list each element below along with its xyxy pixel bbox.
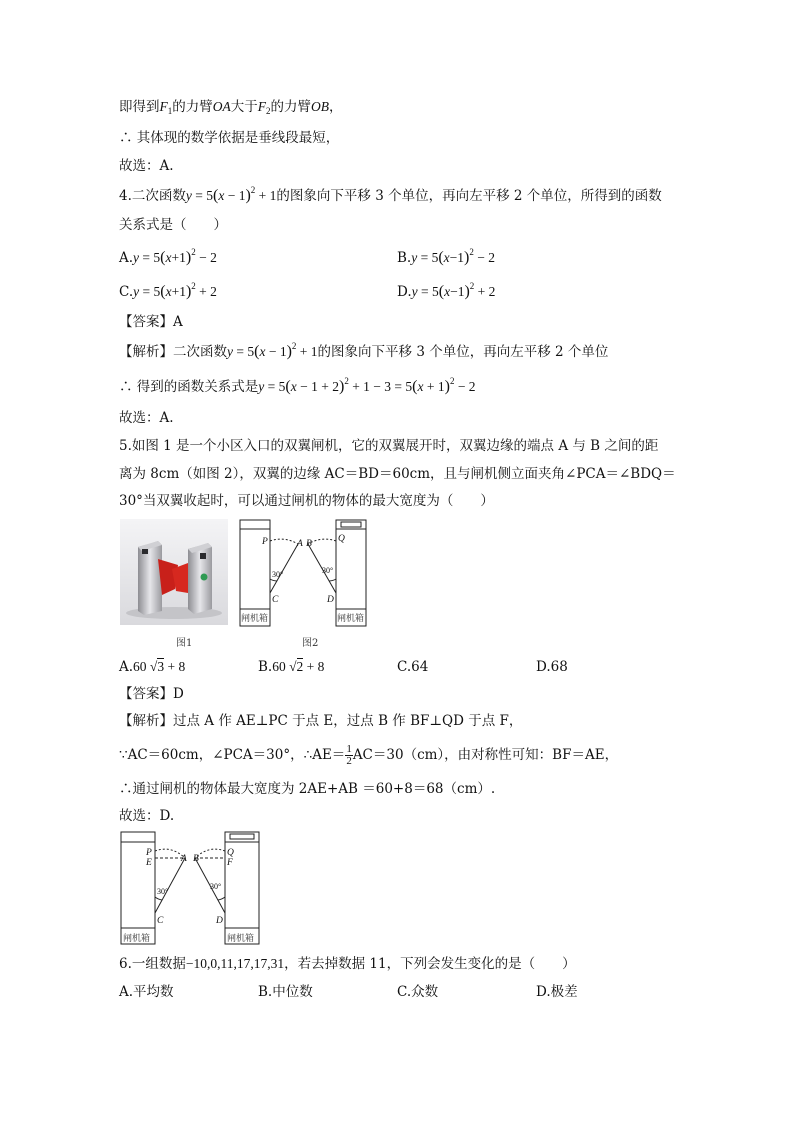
q4-option-c[interactable]: $C.y = 5(x+1)^2 + 2$ [119,281,217,300]
q4-option-b[interactable]: $B.y = 5(x-1)^2 - 2$ [397,247,495,266]
q6-option-d[interactable]: D.极差 [536,984,578,1000]
q4-conclusion: 故选：A. [119,410,174,426]
carry-line-1: 即得到$F_1$的力臂OA大于$F_2$的力臂OB， [119,99,343,116]
carry-conclusion: 故选：A. [119,158,174,174]
box-label-left: 闸机箱 [241,613,269,623]
q5-answer: 【答案】D [119,686,184,702]
q5-analysis-2: ∵AC＝60cm，∠PCA＝30°，∴AE＝ $\frac{1}{2}$ AC＝30（cm），由对称性可知：BF＝AE， [119,743,619,767]
figure-2-caption: 图2 [302,638,319,649]
sol-point-b: B [193,854,199,864]
solution-diagram [117,831,263,945]
q5-stem-line-3: 30°当双翼收起时，可以通过闸机的物体的最大宽度为（ ） [119,493,494,509]
sol-point-f: F [227,858,233,868]
sol-point-d: D [216,916,223,926]
q5-stem-line-2: 离为 8cm（如图 2），双翼的边缘 AC＝BD＝60cm，且与闸机侧立面夹角∠PCA＝∠BDQ＝ [119,466,676,482]
q5-stem-line-1: 5.如图 1 是一个小区入口的双翼闸机，它的双翼展开时，双翼边缘的端点 A 与 B 之间的距 [119,438,659,454]
point-b-label: B [306,539,312,549]
angle-c-label: 30° [272,570,284,579]
sol-point-q: Q [227,848,234,858]
q4-option-d[interactable]: $D.y = 5(x-1)^2 + 2$ [397,281,496,300]
q5-analysis-3: ∴通过闸机的物体最大宽度为 2AE+AB ＝60+8＝68（cm）. [119,781,496,797]
sol-angle-c: 30° [157,887,169,896]
point-c-label: C [272,595,279,605]
q5-conclusion: 故选：D. [119,808,175,824]
point-a-label: A [297,539,303,549]
q6-option-b[interactable]: B.中位数 [258,984,313,1000]
q6-option-a[interactable]: A.平均数 [119,984,174,1000]
sol-angle-d: 30° [210,882,222,891]
figure-1-caption: 图1 [176,638,193,649]
q5-option-b[interactable]: B.60 √2 + 8 [258,659,325,675]
point-q-label: Q [338,534,345,544]
q6-option-c[interactable]: C.众数 [397,984,439,1000]
carry-line-2: ∴ 其体现的数学依据是垂线段最短， [119,130,340,146]
q6-stem: 6.一组数据−10,0,11,17,17,31，若去掉数据 11，下列会发生变化的是（ ） [119,956,576,972]
angle-d-label: 30° [322,566,334,575]
q5-option-a[interactable]: A.60 √3 + 8 [119,659,186,675]
q4-stem-line-2: 关系式是（ ） [119,217,227,233]
q5-analysis-1: 【解析】过点 A 作 AE⊥PC 于点 E，过点 B 作 BF⊥QD 于点 F， [119,713,523,729]
sol-point-p: P [146,848,152,858]
q4-result: ∴ 得到的函数关系式是$y = 5(x - 1 + 2)^2 + 1 - 3 = 5(x + 1)^2 - 2$ [119,376,476,395]
figure-2-diagram [236,519,370,627]
point-p-label: P [262,537,268,547]
q5-option-c[interactable]: C.64 [397,659,429,675]
box-label-right: 闸机箱 [337,613,365,623]
point-d-label: D [327,595,334,605]
turnstile-photo [120,519,228,625]
sol-box-left: 闸机箱 [123,933,151,943]
sol-point-a: A [181,854,187,864]
sol-box-right: 闸机箱 [227,933,255,943]
sol-point-c: C [157,916,164,926]
q5-option-d[interactable]: D.68 [536,659,568,675]
q4-analysis: 【解析】二次函数$y = 5(x - 1)^2 + 1$的图象向下平移 3 个单位，再向左平移 2 个单位 [119,341,609,360]
q4-answer: 【答案】A [119,314,183,330]
q4-option-a[interactable]: $A.y = 5(x+1)^2 - 2$ [119,247,217,266]
q4-stem-line-1: 4.二次函数$y = 5(x - 1)^2 + 1$的图象向下平移 3 个单位，再向左平移 2 个单位，所得到的函数 [119,185,662,204]
sol-point-e: E [146,858,152,868]
